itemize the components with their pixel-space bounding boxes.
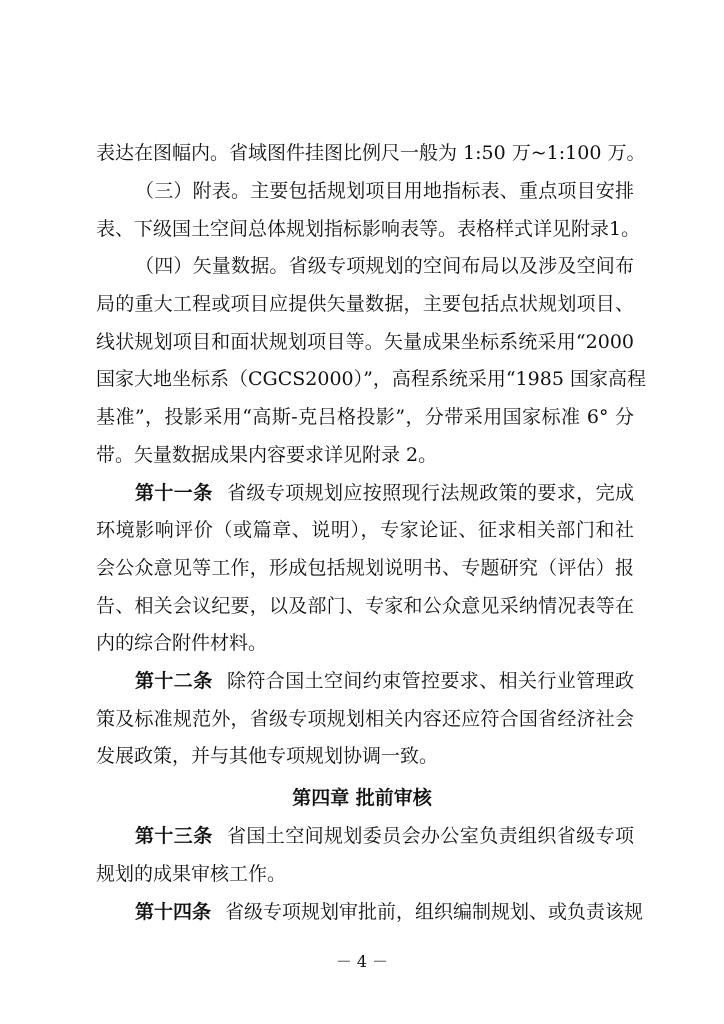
article-11-first-line <box>135 481 634 505</box>
article-label: 第十一条 <box>135 482 213 504</box>
article-text: 省级专项规划审批前，组织编制规划、或负责该规 <box>225 901 644 923</box>
paragraph-line: 局的重大工程或项目应提供矢量数据，主要包括点状规划项目、 <box>96 293 634 315</box>
paragraph-line: 内的综合附件材料。 <box>96 632 268 654</box>
paragraph-line: 环境影响评价（或篇章、说明），专家论证、征求相关部门和社 <box>96 519 634 541</box>
paragraph-line: （三）附表。主要包括规划项目用地指标表、重点项目安排 <box>135 180 634 202</box>
article-14-first-line <box>135 900 644 924</box>
article-label: 第十二条 <box>135 670 213 692</box>
article-text: 除符合国土空间约束管控要求、相关行业管理政 <box>226 670 634 692</box>
article-label: 第十三条 <box>135 825 213 847</box>
paragraph-line: 基准”，投影采用“高斯-克吕格投影”，分带采用国家标准 6° 分 <box>96 406 634 428</box>
paragraph-line: 发展政策，并与其他专项规划协调一致。 <box>96 745 439 767</box>
paragraph-line: 表、下级国土空间总体规划指标影响表等。表格样式详见附录1。 <box>96 218 641 240</box>
article-text: 省级专项规划应按照现行法规政策的要求，完成 <box>226 482 634 504</box>
paragraph-line: 表达在图幅内。省域图件挂图比例尺一般为 1:50 万~1:100 万。 <box>96 142 646 164</box>
paragraph-line: 带。矢量数据成果内容要求详见附录 2。 <box>96 444 438 466</box>
paragraph-line: 策及标准规范外，省级专项规划相关内容还应符合国省经济社会 <box>96 708 634 730</box>
chapter-heading: 第四章 批前审核 <box>292 787 432 809</box>
article-13-first-line <box>135 824 634 848</box>
page-number: － 4 － <box>335 952 389 971</box>
paragraph-line: 规划的成果审核工作。 <box>96 863 287 885</box>
article-12-first-line <box>135 669 634 693</box>
paragraph-line: 国家大地坐标系（CGCS2000）”，高程系统采用“1985 国家高程 <box>96 368 646 390</box>
article-label: 第十四条 <box>135 901 212 923</box>
paragraph-line: 线状规划项目和面状规划项目等。矢量成果坐标系统采用“2000 <box>96 331 634 353</box>
paragraph-line: 告、相关会议纪要，以及部门、专家和公众意见采纳情况表等在 <box>96 595 634 617</box>
paragraph-line: 会公众意见等工作，形成包括规划说明书、专题研究（评估）报 <box>96 557 634 579</box>
paragraph-line: （四）矢量数据。省级专项规划的空间布局以及涉及空间布 <box>135 255 634 277</box>
article-text: 省国土空间规划委员会办公室负责组织省级专项 <box>226 825 634 847</box>
